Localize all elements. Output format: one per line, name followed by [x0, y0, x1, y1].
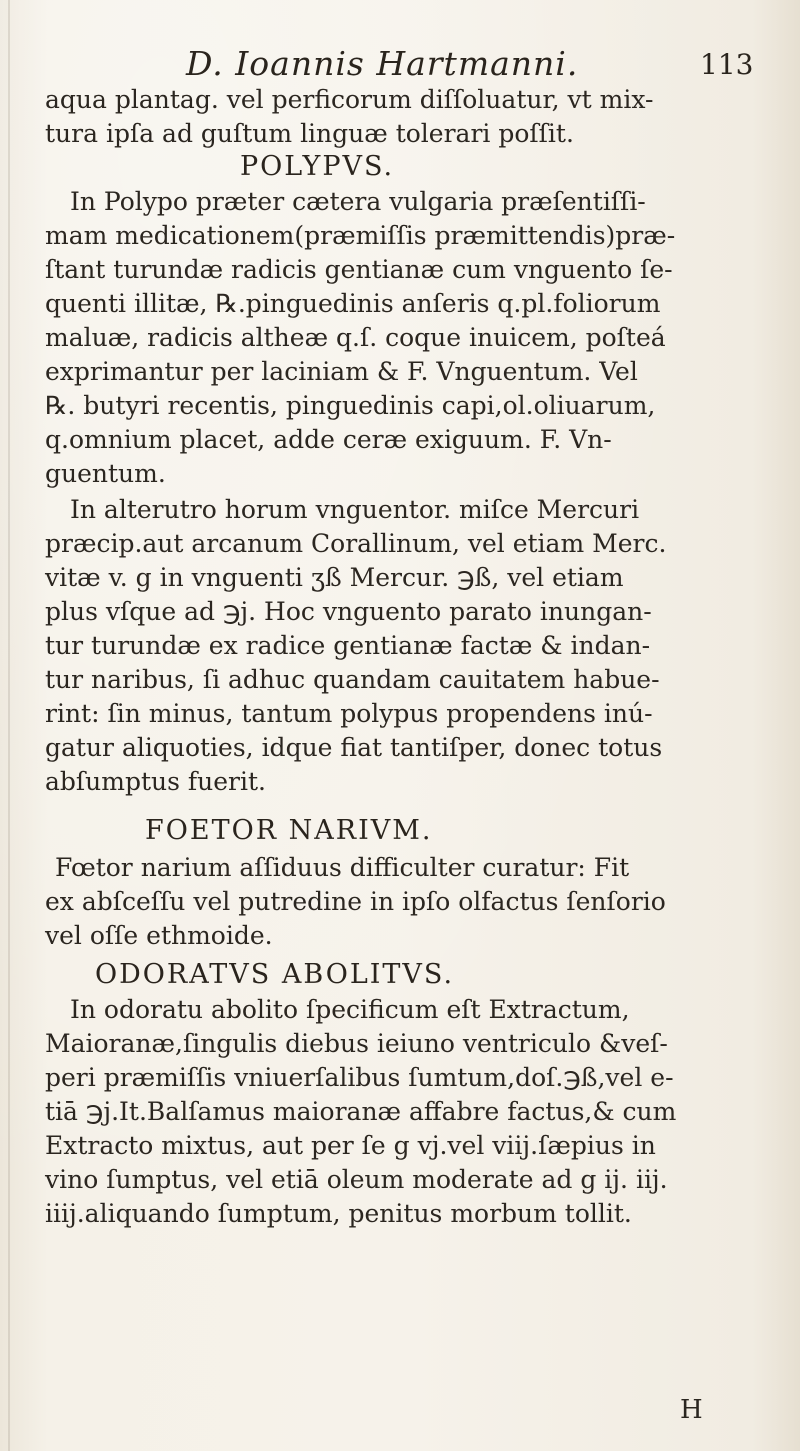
- text-line: vitæ v. g in vnguenti ʒß Mercur. ℈ß, vel etiam: [45, 563, 624, 592]
- text-line: mam medicationem(præmiſſis præmittendis)præ-: [45, 221, 676, 250]
- text-line: In Polypo præter cætera vulgaria præſentiſſi-: [70, 187, 646, 216]
- text-line: maluæ, radicis altheæ q.ſ. coque inuicem, poſteá: [45, 323, 666, 352]
- text-line: iiij.aliquando ſumptum, penitus morbum tollit.: [45, 1199, 632, 1228]
- page-header: [0, 44, 800, 84]
- text-line: In odoratu abolito ſpecificum eſt Extractum,: [70, 995, 630, 1024]
- text-line: tiā ℈j.It.Balſamus maioranæ affabre factus,& cum: [45, 1097, 677, 1126]
- text-line: rint: ſin minus, tantum polypus propendens inú-: [45, 699, 653, 728]
- text-line: abſumptus fuerit.: [45, 767, 266, 796]
- text-line: Maioranæ,ſingulis diebus ieiuno ventriculo &veſ-: [45, 1029, 668, 1058]
- text-line: q.omnium placet, adde ceræ exiguum. F. Vn-: [45, 425, 612, 454]
- text-line: peri præmiſſis vniuerſalibus ſumtum,doſ.℈ß,vel e-: [45, 1063, 674, 1092]
- text-line: aqua plantag. vel perficorum diſſoluatur, vt mix-: [45, 85, 654, 114]
- text-line: Extracto mixtus, aut per ſe g vj.vel viij.ſæpius in: [45, 1131, 656, 1160]
- section-heading-odoratus-abolitus: ODORATVS ABOLITVS.: [95, 959, 455, 990]
- section-heading-polypus: POLYPVS.: [240, 151, 395, 182]
- text-line: exprimantur per laciniam & F. Vnguentum. Vel: [45, 357, 638, 386]
- text-line: ſtant turundæ radicis gentianæ cum vnguento ſe-: [45, 255, 673, 284]
- text-line: vino ſumptus, vel etiā oleum moderate ad g ij. iij.: [45, 1165, 668, 1194]
- text-line: tur naribus, ſi adhuc quandam cauitatem habue-: [45, 665, 660, 694]
- text-line: gatur aliquoties, idque fiat tantiſper, donec totus: [45, 733, 663, 762]
- text-line: ℞. butyri recentis, pinguedinis capi,ol.oliuarum,: [45, 391, 656, 420]
- section-heading-foetor-narium: FOETOR NARIVM.: [145, 815, 433, 846]
- page-gutter: [8, 0, 10, 1451]
- text-line: guentum.: [45, 459, 166, 488]
- page-number: 113: [700, 48, 754, 81]
- text-line: ex abſceſſu vel putredine in ipſo olfactus ſenſorio: [45, 887, 666, 916]
- running-head: D. Ioannis Hartmanni.: [186, 44, 579, 83]
- text-line: tura ipſa ad guſtum linguæ tolerari poſſit.: [45, 119, 574, 148]
- text-line: præcip.aut arcanum Corallinum, vel etiam Merc.: [45, 529, 667, 558]
- text-line: vel oſſe ethmoide.: [45, 921, 273, 950]
- catchword: H: [680, 1395, 703, 1425]
- text-line: plus vſque ad ℈j. Hoc vnguento parato inungan-: [45, 597, 652, 626]
- text-line: quenti illitæ, ℞.pinguedinis anſeris q.pl.foliorum: [45, 289, 661, 318]
- text-line: In alterutro horum vnguentor. miſce Mercuri: [70, 495, 640, 524]
- text-line: tur turundæ ex radice gentianæ factæ & indan-: [45, 631, 651, 660]
- text-line: Fœtor narium aſſiduus difficulter curatur: Fit: [55, 853, 630, 882]
